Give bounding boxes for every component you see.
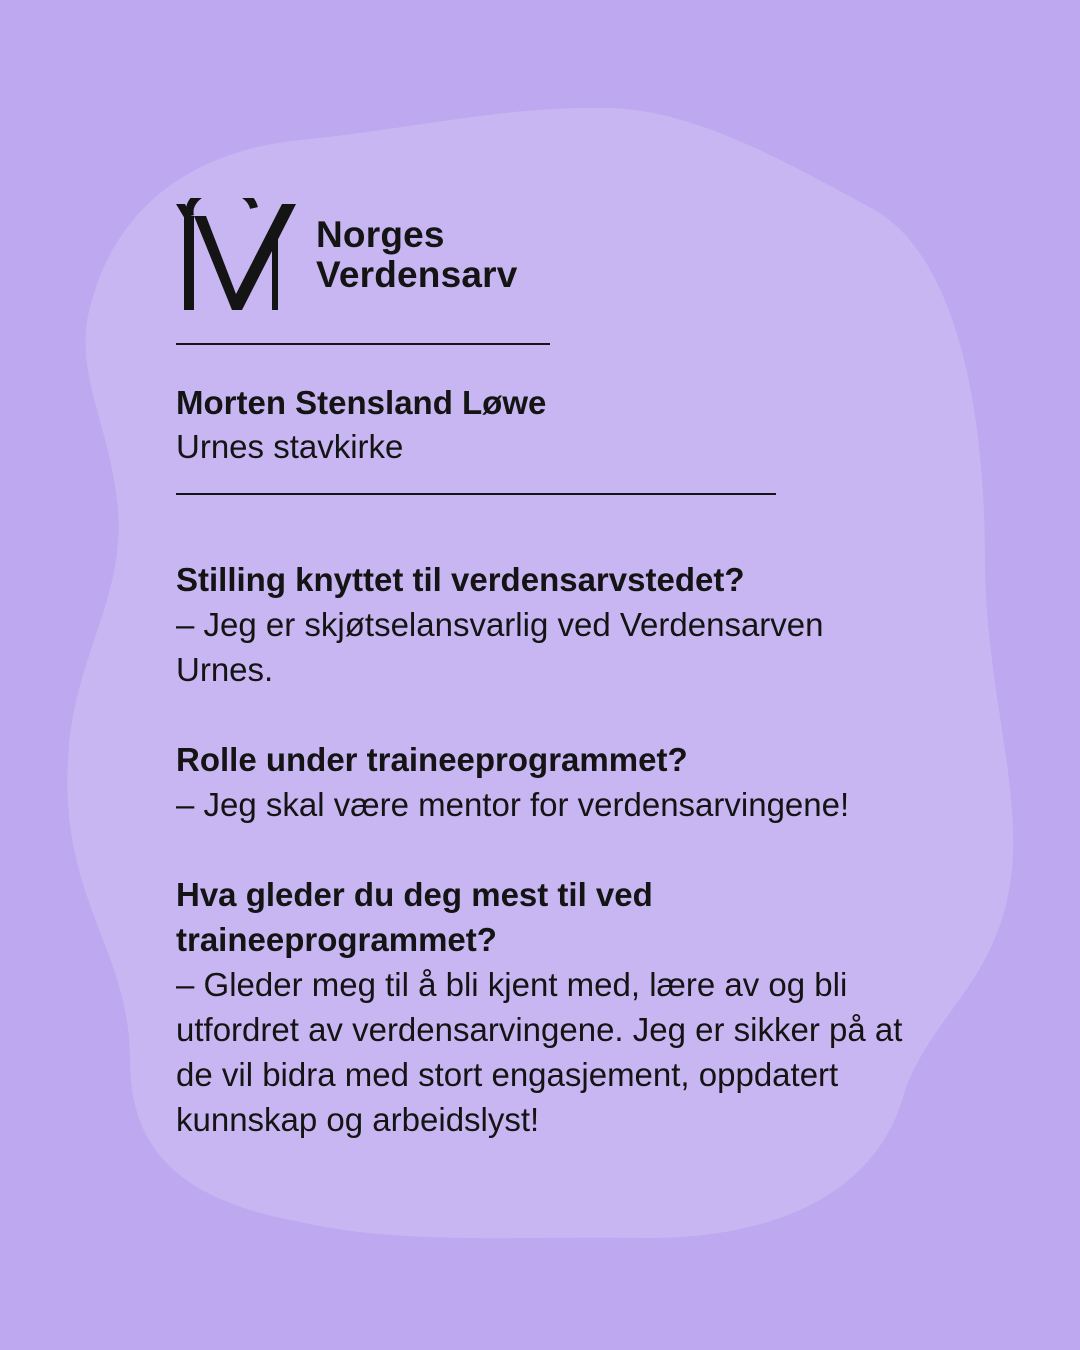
divider-long (176, 493, 776, 495)
qa-item-position (176, 557, 936, 692)
question: Hva gleder du deg mest til ved traineeprogrammet? (176, 876, 653, 958)
answer: – Jeg er skjøtselansvarlig ved Verdensarven Urnes. (176, 606, 824, 688)
brand-logo (176, 198, 936, 313)
answer: – Jeg skal være mentor for verdensarvingene! (176, 786, 850, 823)
norges-verdensarv-logo-icon (176, 198, 300, 313)
brand-line-2: Verdensarv (316, 253, 518, 295)
answer: – Gleder meg til å bli kjent med, lære av og bli utfordret av verdensarvingene. Jeg er sikker på at de vil bidra med stort engasjement, oppdatert kunnskap og arbeidslyst! (176, 966, 903, 1138)
divider-short (176, 343, 550, 345)
brand-wordmark (316, 215, 518, 295)
question: Stilling knyttet til verdensarvstedet? (176, 561, 745, 598)
qa-item-anticipation (176, 872, 936, 1142)
brand-line-1: Norges (316, 213, 445, 255)
profile-card (176, 198, 936, 1142)
question: Rolle under traineeprogrammet? (176, 741, 688, 778)
person-name: Morten Stensland Løwe (176, 384, 547, 421)
person-place: Urnes stavkirke (176, 428, 404, 465)
qa-item-role (176, 737, 936, 827)
